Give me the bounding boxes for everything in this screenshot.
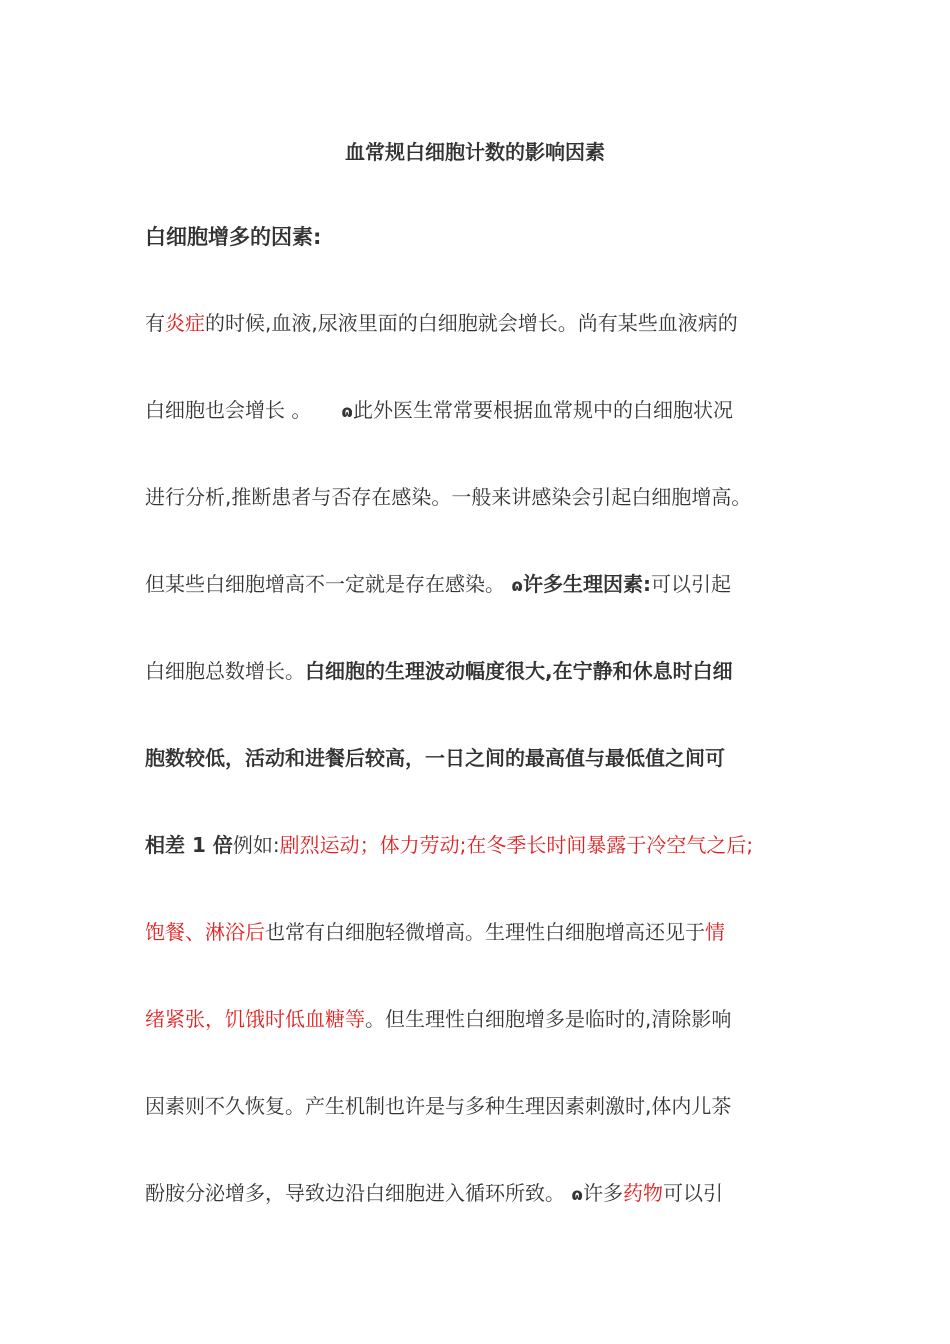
bullet-symbol-icon: ɷ [341, 402, 353, 422]
text-run: 可以引起 [650, 572, 731, 596]
text-run: 进行分析,推断患者与否存在感染。一般来讲感染会引起白细胞增高。 [145, 485, 752, 509]
paragraph-line [145, 743, 825, 773]
paragraph-line [145, 482, 825, 512]
bold-text: 胞数较低，活动和进餐后较高，一日之间的最高值与最低值之间可 [145, 746, 725, 770]
paragraph-line [145, 1178, 825, 1210]
text-run: 因素则不久恢复。产生机制也许是与多种生理因素刺激时,体内儿茶 [145, 1094, 732, 1118]
text-run: 有 [145, 311, 165, 335]
paragraph-line [145, 656, 825, 686]
text-run: 许多 [582, 1181, 623, 1205]
paragraph-line [145, 1091, 825, 1121]
bullet-symbol-icon: ɷ [571, 1185, 583, 1205]
highlight-text: 炎症 [165, 311, 205, 335]
section-heading: 白细胞增多的因素: [145, 225, 322, 249]
text-run: 但某些白细胞增高不一定就是存在感染。 [145, 572, 512, 596]
paragraph-line [145, 1004, 825, 1034]
text-run: 。但生理性白细胞增多是临时的,清除影响 [365, 1007, 732, 1031]
text-run: 白细胞总数增长。 [145, 659, 305, 683]
text-run: 例如: [232, 833, 280, 857]
text-run: 此外医生常常要根据血常规中的白细胞状况 [352, 398, 733, 422]
highlight-text: 饱餐、淋浴后 [145, 920, 265, 944]
document-title: 血常规白细胞计数的影响因素 [345, 140, 605, 164]
paragraph-line [145, 569, 825, 601]
paragraph-line [145, 830, 825, 860]
highlight-text: 药物 [622, 1181, 663, 1205]
highlight-text: 剧烈运动；体力劳动;在冬季长时间暴露于冷空气之后; [279, 833, 754, 857]
text-run: 的时候,血液,尿液里面的白细胞就会增长。尚有某些血液病的 [205, 311, 738, 335]
bold-text: 许多生理因素: [522, 572, 651, 596]
text-run: 白细胞也会增长 。 [145, 398, 312, 422]
text-run: 可以引 [662, 1181, 723, 1205]
paragraph-line [145, 917, 825, 947]
bullet-symbol-icon: ɷ [511, 576, 523, 596]
highlight-text: 情 [705, 920, 725, 944]
paragraph-line [145, 308, 825, 338]
text-run: 也常有白细胞轻微增高。生理性白细胞增高还见于 [265, 920, 705, 944]
text-run: 酚胺分泌增多，导致边沿白细胞进入循环所致。 [145, 1181, 572, 1205]
highlight-text: 绪紧张，饥饿时低血糖等 [145, 1007, 365, 1031]
bold-text: 白细胞的生理波动幅度很大,在宁静和休息时白细 [305, 659, 733, 683]
bold-text: 相差 1 倍 [145, 833, 233, 857]
paragraph-line [145, 395, 825, 427]
